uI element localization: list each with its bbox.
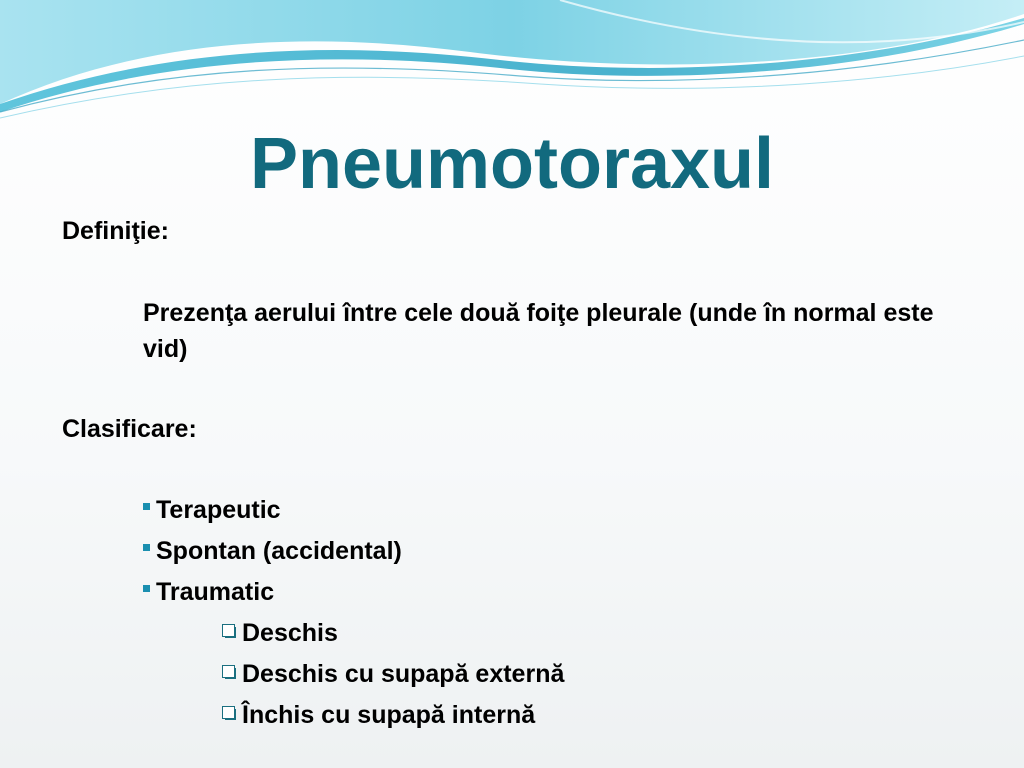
slide-title: Pneumotoraxul: [249, 124, 775, 204]
checkbox-bullet-icon: [222, 665, 236, 679]
checkbox-bullet-icon: [222, 624, 236, 638]
list-item-label: Traumatic: [156, 578, 275, 606]
decorative-wave-header: [0, 0, 1024, 130]
sub-list-item-label: Deschis cu supapă externă: [242, 660, 565, 688]
sub-list-item-label: Închis cu supapă internă: [242, 701, 536, 729]
square-bullet-icon: [143, 503, 150, 510]
definition-text: Prezenţa aerului între cele două foiţe pleurale (unde în normal este vid): [143, 299, 934, 363]
sub-list-item: [222, 657, 564, 691]
sub-list-item: [222, 698, 535, 732]
list-item: [143, 493, 281, 527]
list-item-label: Spontan (accidental): [156, 537, 402, 565]
sub-list-item-label: Deschis: [242, 619, 338, 647]
list-item: [143, 534, 402, 568]
list-item: [143, 575, 274, 609]
square-bullet-icon: [143, 544, 150, 551]
list-item-label: Terapeutic: [156, 496, 281, 524]
square-bullet-icon: [143, 585, 150, 592]
checkbox-bullet-icon: [222, 706, 236, 720]
classification-heading: Clasificare:: [62, 415, 197, 443]
definition-heading: Definiţie:: [62, 217, 169, 245]
sub-list-item: [222, 616, 338, 650]
